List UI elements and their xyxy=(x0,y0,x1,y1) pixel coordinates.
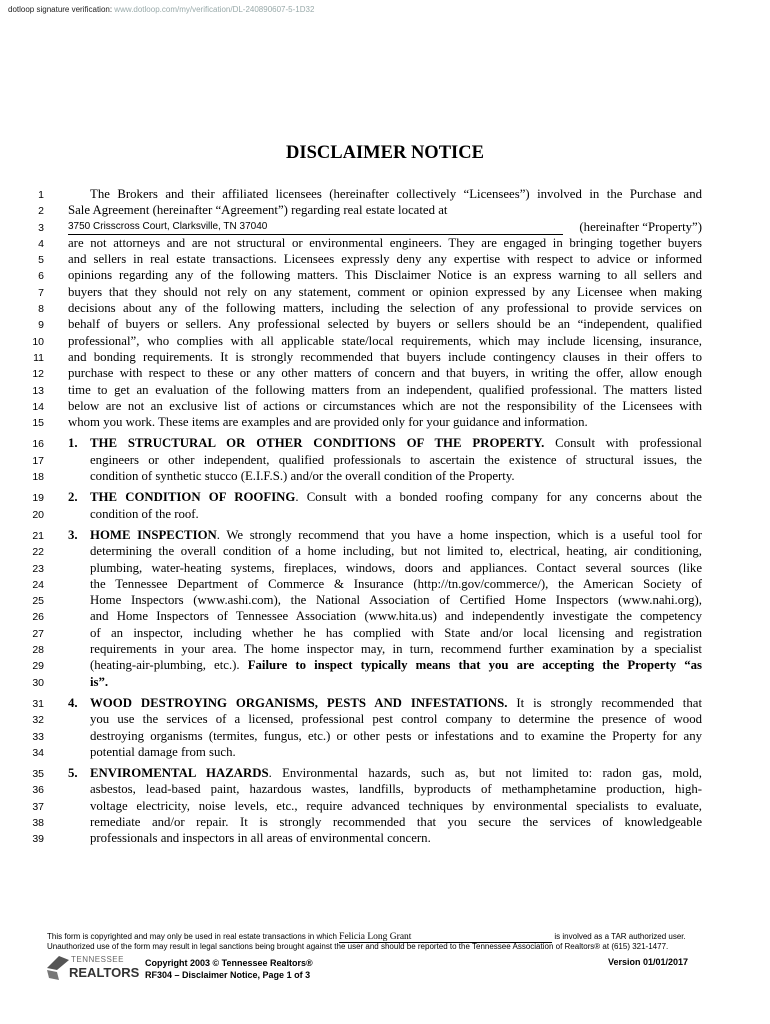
footer-legal-notice: Unauthorized use of the form may result in legal sanctions being brought against the user and should be reported to the Tennessee Association of Realtors® at (615) 321-1477. xyxy=(47,942,669,951)
realtors-logo-icon xyxy=(45,954,71,982)
intro-line: behalf of buyers or sellers. Any professional selected by buyers or sellers should be an “independent, qualified xyxy=(68,317,702,332)
item-marker: 5. xyxy=(68,766,78,781)
line-number: 16 xyxy=(32,438,44,451)
intro-line: whom you work. These items are examples and are provided only for your guidance and information. xyxy=(68,415,588,430)
item-text: . We strongly recommend that you have a home inspection, which is a useful tool for xyxy=(216,527,702,542)
property-suffix: (hereinafter “Property”) xyxy=(579,219,702,234)
intro-line: and bonding requirements. It is strongly recommended that buyers include contingency clauses in their offers to xyxy=(68,349,702,364)
item-text: . Environmental hazards, such as, but not limited to: radon gas, mold, xyxy=(268,766,702,781)
intro-line: opinions regarding any of the following matters. This Disclaimer Notice is an express warning to all sellers and xyxy=(68,268,702,283)
line-number: 30 xyxy=(32,676,44,689)
line-number: 10 xyxy=(32,335,44,348)
item-line: condition of synthetic stucco (E.I.F.S.) and/or the overall condition of the Property. xyxy=(90,469,515,484)
item-line: potential damage from such. xyxy=(90,744,236,759)
intro-line: purchase with respect to these or any other matters of concern and that buyers, in writing the offer, allow enough xyxy=(68,366,702,381)
line-number: 32 xyxy=(32,714,44,727)
item-line: professionals and inspectors in all areas of environmental concern. xyxy=(90,831,431,846)
line-number: 23 xyxy=(32,562,44,575)
item-text: It is strongly recommended that xyxy=(507,695,702,710)
line-number: 27 xyxy=(32,627,44,640)
item-marker: 3. xyxy=(68,527,78,542)
line-number: 21 xyxy=(32,529,44,542)
form-version: Version 01/01/2017 xyxy=(607,957,688,967)
item-text: . Consult with a bonded roofing company for any concerns about the xyxy=(295,490,702,505)
line-number: 19 xyxy=(32,492,44,505)
page-title: DISCLAIMER NOTICE xyxy=(286,143,484,163)
line-number: 17 xyxy=(32,454,44,467)
line-number: 35 xyxy=(32,768,44,781)
item-line: destroying organisms (termites, fungus, etc.) or other pests or infestations and to examine the Property for any xyxy=(90,728,702,743)
item-heading: ENVIROMENTAL HAZARDS xyxy=(90,766,269,781)
intro-line: The Brokers and their affiliated licensees (hereinafter collectively “Licensees”) involved in the Purchase and xyxy=(90,187,702,201)
intro-line: Sale Agreement (hereinafter “Agreement”) regarding real estate located at xyxy=(68,203,448,218)
item-line: asbestos, lead-based paint, hazardous wastes, landfills, byproducts of methamphetamine production, high- xyxy=(90,782,702,797)
item-line: you use the services of a licensed, professional pest control company to determine the presence of wood xyxy=(90,712,702,727)
item-line: engineers or other independent, qualified professionals to ascertain the existence of structural issues, the xyxy=(90,452,702,467)
line-number: 22 xyxy=(32,546,44,559)
item-line: plumbing, water-heating systems, fireplaces, windows, doors and appliances. Contact several sources (like xyxy=(90,560,702,575)
line-number: 2 xyxy=(38,205,44,218)
tennessee-realtors-logo xyxy=(45,954,140,984)
line-number: 12 xyxy=(32,368,44,381)
line-number: 20 xyxy=(32,508,44,521)
line-number: 6 xyxy=(38,270,44,283)
item-text: (heating-air-plumbing, etc.). xyxy=(90,658,248,673)
line-number: 34 xyxy=(32,746,44,759)
intro-line: decisions about any of the following matters, including the selection of any professional to provide services on xyxy=(68,301,702,316)
copyright: Copyright 2003 © Tennessee Realtors® xyxy=(145,958,313,968)
item-warning: is”. xyxy=(90,674,109,689)
item-text: Consult with professional xyxy=(544,436,702,451)
footer-text: is involved as a TAR authorized user. xyxy=(554,932,686,941)
line-number: 3 xyxy=(38,221,44,234)
item-heading: THE STRUCTURAL OR OTHER CONDITIONS OF THE PROPERTY. xyxy=(90,436,545,451)
intro-line: buyers that they should not rely on any statement, comment or opinion expressed by any Licensee when making xyxy=(68,284,702,299)
line-number: 11 xyxy=(33,351,44,364)
line-number: 39 xyxy=(32,833,44,846)
line-number: 1 xyxy=(38,189,44,201)
line-number: 25 xyxy=(32,595,44,608)
intro-line: and sellers in real estate transactions. Licensees expressly deny any expertise with respect to advice or informed xyxy=(68,252,702,267)
form-id: RF304 – Disclaimer Notice, Page 1 of 3 xyxy=(145,970,311,980)
item-heading: HOME INSPECTION xyxy=(90,527,217,542)
document-body xyxy=(0,186,770,847)
line-number: 36 xyxy=(32,784,44,797)
intro-line: below are not an exclusive list of actions or circumstances which are not the responsibility of the Licensees with xyxy=(68,398,702,413)
logo-text-top: TENNESSEE xyxy=(71,955,124,964)
item-line: requirements in your area. The home inspector may, in turn, recommend further examination by a specialist xyxy=(90,642,702,657)
footer-text: This form is copyrighted and may only be used in real estate transactions in which xyxy=(47,932,337,941)
line-number: 33 xyxy=(32,730,44,743)
item-marker: 1. xyxy=(68,436,78,451)
item-line: determining the overall condition of a home including, but not limited to, electrical, heating, air conditioning, xyxy=(90,544,702,559)
line-number: 24 xyxy=(32,578,44,591)
item-heading: WOOD DESTROYING ORGANISMS, PESTS AND INFESTATIONS. xyxy=(90,695,508,710)
line-number: 15 xyxy=(32,417,44,430)
intro-line: are not attorneys and are not structural or environmental engineers. They are engaged in bringing together buyers xyxy=(68,235,702,250)
line-number: 14 xyxy=(32,400,44,413)
line-number: 26 xyxy=(32,611,44,624)
line-number: 4 xyxy=(38,237,44,250)
line-number: 38 xyxy=(32,816,44,829)
item-heading: THE CONDITION OF ROOFING xyxy=(90,490,296,505)
verification-label: dotloop signature verification: xyxy=(8,5,113,14)
verification-link[interactable]: www.dotloop.com/my/verification/DL-240890607-5-1D32 xyxy=(114,5,315,14)
signature-verification xyxy=(8,5,314,14)
intro-line: professional”, who complies with all applicable state/local requirements, which may include licensing, insurance, xyxy=(68,333,702,348)
item-line: and Home Inspectors of Tennessee Association (www.hita.us) and independently investigate the competency xyxy=(90,609,702,624)
line-number: 31 xyxy=(32,697,44,710)
item-line: voltage electricity, noise levels, etc., require advanced techniques by environmental specialists to evaluate, xyxy=(90,798,702,813)
item-line: remediate and/or repair. It is strongly recommended that you secure the services of knowledgeable xyxy=(90,814,702,829)
intro-line: time to get an evaluation of the following matters from an independent, qualified professional. The matters listed xyxy=(68,382,702,397)
line-number: 7 xyxy=(38,286,44,299)
line-number: 18 xyxy=(32,471,44,484)
item-line: of an inspector, including whether he has complied with State and/or local licensing and registration xyxy=(90,625,702,640)
line-number: 8 xyxy=(38,303,44,316)
item-marker: 4. xyxy=(68,695,78,710)
line-number: 5 xyxy=(38,254,44,267)
line-number: 37 xyxy=(32,800,44,813)
line-number: 9 xyxy=(38,319,44,332)
item-line: Home Inspectors (www.ashi.com), the National Association of Certified Home Inspectors (www.nahi.org), xyxy=(90,593,702,608)
line-number: 13 xyxy=(32,384,44,397)
logo-text-bottom: REALTORS xyxy=(69,965,140,980)
authorized-user-name-field[interactable]: Felicia Long Grant xyxy=(339,932,552,943)
footer-copyright-block xyxy=(145,957,313,981)
item-line: the Tennessee Department of Commerce & Insurance (http://tn.gov/commerce/), the American Society of xyxy=(90,576,702,591)
item-marker: 2. xyxy=(68,490,78,505)
line-number: 29 xyxy=(32,660,44,673)
property-address-field[interactable]: 3750 Crisscross Court, Clarksville, TN 37040 xyxy=(68,220,563,235)
item-line: condition of the roof. xyxy=(90,506,199,521)
item-warning: Failure to inspect typically means that you are accepting the Property “as xyxy=(247,658,703,673)
line-number: 28 xyxy=(32,644,44,657)
